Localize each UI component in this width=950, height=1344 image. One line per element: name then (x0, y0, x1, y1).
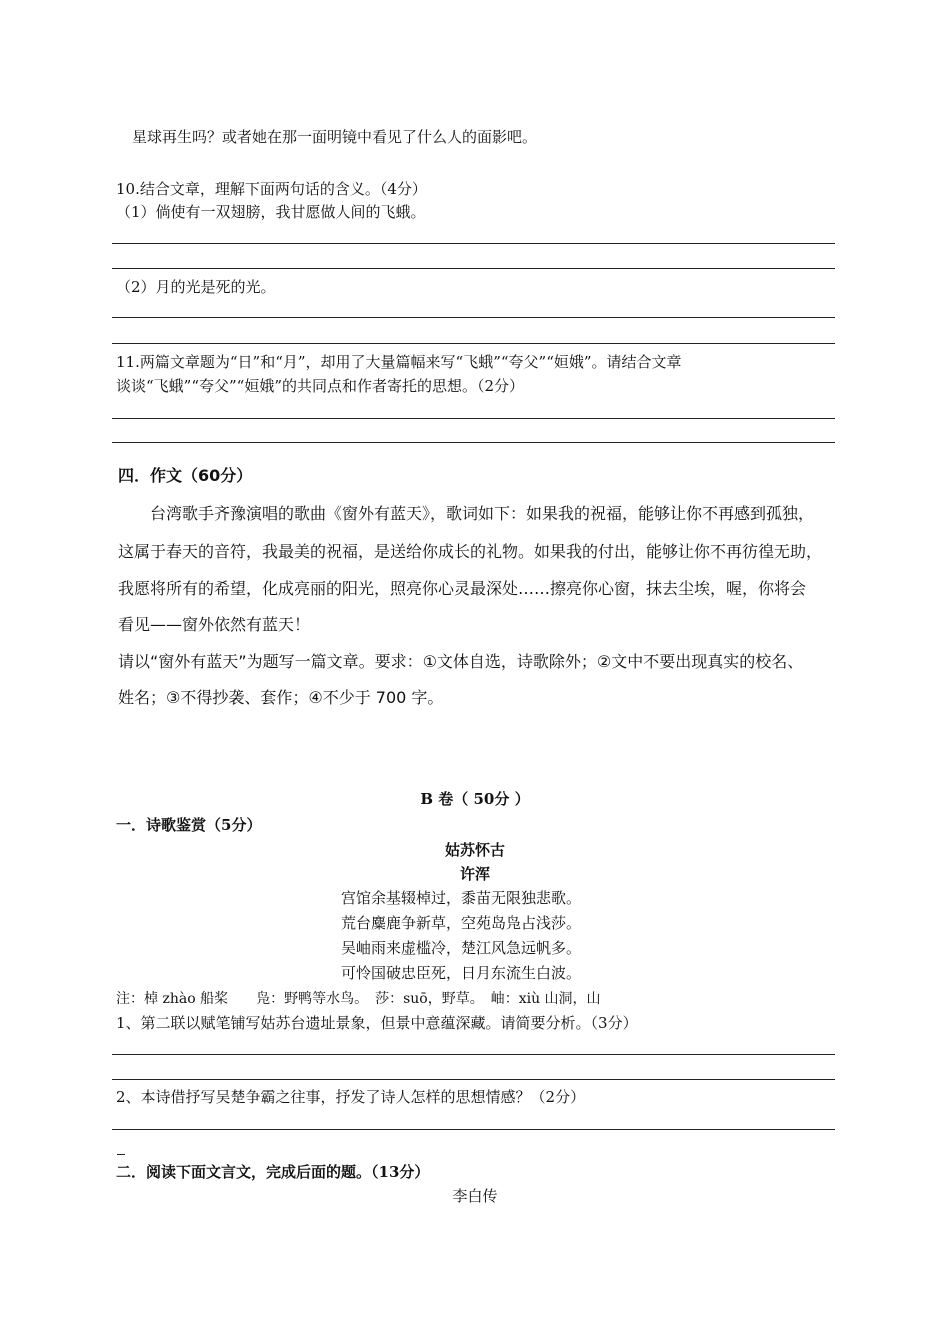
answer-line (112, 268, 835, 269)
answer-line (112, 1054, 835, 1055)
poem-question-1: 1、第二联以赋笔铺写姑苏台遗址景象，但景中意蕴深藏。请简要分析。（3分） (116, 1014, 638, 1032)
poetry-section-heading: 一．诗歌鉴赏（5分） (116, 816, 262, 834)
composition-heading: 四．作文（60分） (118, 466, 253, 485)
question-11-line-1: 11.两篇文章题为“日”和“月”，却用了大量篇幅来写“飞蛾”“夸父”“姮娥”。请结合文章 (116, 353, 682, 371)
classical-text-title: 李白传 (452, 1187, 498, 1205)
poem-question-2: 2、本诗借抒写吴楚争霸之往事，抒发了诗人怎样的思想情感？（2分） (116, 1088, 586, 1106)
answer-line (112, 1129, 835, 1130)
short-underline (117, 1154, 125, 1155)
answer-line (112, 1079, 835, 1080)
composition-requirement-1: 请以“窗外有蓝天”为题写一篇文章。要求：①文体自选，诗歌除外；②文中不要出现真实的校名、 (118, 652, 804, 671)
composition-line-3: 我愿将所有的希望，化成亮丽的阳光，照亮你心灵最深处……擦亮你心窗，抹去尘埃，喔，你将会 (118, 579, 807, 598)
composition-line-2: 这属于春天的音符，我最美的祝福，是送给你成长的礼物。如果我的付出，能够让你不再彷徨无助， (118, 542, 823, 561)
question-10-title: 10.结合文章，理解下面两句话的含义。（4分） (116, 180, 427, 198)
poem-note: 注：棹 zhào 船桨 凫：野鸭等水鸟。 莎：suō，野草。 岫：xiù 山洞，山 (116, 991, 601, 1007)
poem-line-2: 荒台麋鹿争新草，空苑岛凫占浅莎。 (341, 914, 582, 932)
answer-line (112, 418, 835, 419)
classical-section-heading: 二．阅读下面文言文，完成后面的题。（13分） (116, 1163, 430, 1181)
poem-line-3: 吴岫雨来虚槛冷，楚江风急远帆多。 (341, 939, 582, 957)
composition-line-1: 台湾歌手齐豫演唱的歌曲《窗外有蓝天》，歌词如下：如果我的祝福，能够让你不再感到孤独， (150, 504, 815, 523)
continuation-text: 星球再生吗？或者她在那一面明镜中看见了什么人的面影吧。 (132, 128, 538, 146)
question-10-sub-2: （2）月的光是死的光。 (116, 278, 276, 296)
poem-line-1: 宫馆余基辍棹过，黍苗无限独悲歌。 (341, 889, 582, 907)
answer-line (112, 317, 835, 318)
composition-requirement-2: 姓名；③不得抄袭、套作；④不少于 700 字。 (118, 688, 444, 707)
poem-title: 姑苏怀古 (444, 841, 505, 859)
composition-line-4: 看见——窗外依然有蓝天！ (118, 615, 311, 634)
question-11-line-2: 谈谈“飞蛾”“夸父”“姮娥”的共同点和作者寄托的思想。（2分） (116, 377, 525, 395)
answer-line (112, 442, 835, 443)
question-10-sub-1: （1）倘使有一双翅膀，我甘愿做人间的飞蛾。 (116, 203, 426, 221)
part-b-title: B 卷（ 50分 ） (420, 790, 530, 808)
poem-line-4: 可怜国破忠臣死，日月东流生白波。 (341, 964, 582, 982)
answer-line (112, 343, 835, 344)
answer-line (112, 243, 835, 244)
poem-author: 许浑 (459, 865, 490, 883)
